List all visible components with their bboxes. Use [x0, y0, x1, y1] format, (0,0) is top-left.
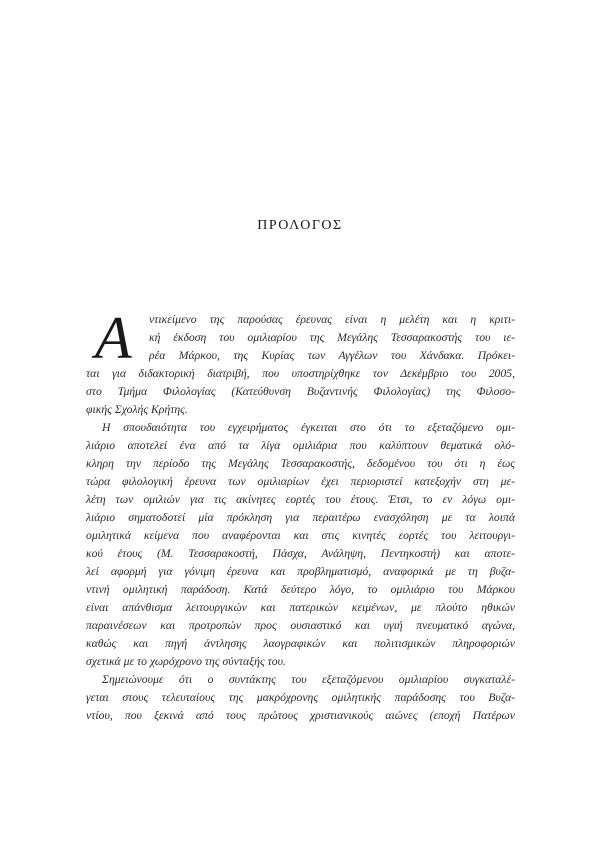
text-line: Σημειώνουμε ότι ο συντάκτης του εξεταζόμενου ομιλιαρίου συγκαταλέ- — [102, 673, 515, 686]
text-line: ντινή ομιλητική παράδοση. Κατά δεύτερο λόγο, το ομιλιάριο του Μάρκου — [86, 583, 515, 596]
text-line: παραινέσεων και προτροπών προς ουσιαστικό και υγιή πνευματικό αγώνα, — [86, 619, 515, 632]
text-line: Η σπουδαιότητα του εγχειρήματος έγκειται στο ότι το εξεταζόμενο ομι- — [102, 421, 515, 434]
text-line: τώρα φιλολογική έρευνα των ομιλιαρίων έχει περιοριστεί κατεξοχήν στη με- — [86, 475, 515, 488]
text-line: στο Τμήμα Φιλολογίας (Κατεύθυνση Βυζαντινής Φιλολογίας) της Φιλοσο- — [86, 385, 515, 398]
text-line: σχετικά με το χωρόχρονο της σύνταξής του. — [86, 655, 286, 668]
text-line: ντίου, που ξεκινά από τους πρώτους χριστιανικούς αιώνες (εποχή Πατέρων — [86, 709, 515, 722]
text-line: λιάριο σηματοδοτεί μία πρόκληση για περαιτέρω ενασχόληση με τα λοιπά — [86, 511, 515, 524]
text-line: κού έτους (Μ. Τεσσαρακοστή, Πάσχα, Ανάληψη, Πεντηκοστή) και αποτε- — [86, 547, 515, 560]
text-line: κληρη την περίοδο της Μεγάλης Τεσσαρακοστής, δεδομένου του ότι η έως — [86, 457, 515, 470]
page-title: ΠΡΟΛΟΓΟΣ — [257, 218, 343, 233]
text-line: είναι απάνθισμα λειτουργικών και πατερικών κειμένων, με πλούτο ηθικών — [86, 601, 515, 614]
text-line: λεί αφορμή για γόνιμη έρευνα και προβληματισμό, αναφορικά με τη βυζα- — [86, 565, 515, 578]
text-line: γεται στους τελευταίους της μακρόχρονης ομιλητικής παράδοσης του Βυζα- — [86, 691, 515, 704]
text-line: ομιλητικά κείμενα που αναφέρονται και στις κινητές εορτές του λειτουργι- — [86, 529, 515, 542]
text-line: λιάριο αποτελεί ένα από τα λίγα ομιλιάρια που καλύπτουν θεματικά ολό- — [86, 439, 515, 452]
text-line: λέτη των ομιλιών για τις ακίνητες εορτές του έτους. Έτσι, το εν λόγω ομι- — [86, 493, 515, 506]
text-line: κή έκδοση του ομιλιαρίου της Μεγάλης Τεσσαρακοστής του ιε- — [149, 331, 515, 344]
text-line: καθώς και πηγή άντλησης λαογραφικών και πολιτισμικών πληροφοριών — [86, 637, 515, 650]
text-line: ται για διδακτορική διατριβή, που υποστηρίχθηκε τον Δεκέμβριο του 2005, — [86, 367, 515, 380]
drop-cap: Α — [95, 305, 132, 371]
text-line: ντικείμενο της παρούσας έρευνας είναι η μελέτη και η κριτι- — [149, 313, 515, 326]
text-line: φικής Σχολής Κρήτης. — [86, 403, 188, 416]
text-line: ρέα Μάρκου, της Κυρίας των Αγγέλων του Χάνδακα. Πρόκει- — [149, 349, 515, 362]
